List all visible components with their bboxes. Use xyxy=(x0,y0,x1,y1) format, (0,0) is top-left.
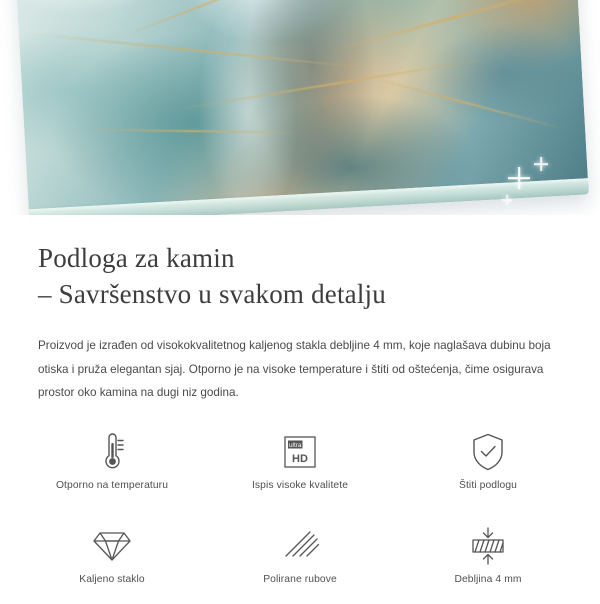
marble-glass-panel-photo xyxy=(11,0,589,215)
page-title xyxy=(38,241,562,312)
hero-image xyxy=(0,0,600,215)
feature-label: Štiti podlogu xyxy=(459,480,517,492)
thickness-arrows-icon xyxy=(469,524,507,568)
feature-item-polished-edges xyxy=(206,524,394,604)
feature-label: Polirane rubove xyxy=(263,574,337,586)
feature-label: Debljina 4 mm xyxy=(454,574,522,586)
feature-item-print-quality xyxy=(206,430,394,510)
feature-item-temperature xyxy=(18,430,206,510)
feature-item-protection xyxy=(394,430,582,510)
feature-grid xyxy=(0,430,600,604)
headline-line-1: Podloga za kamin xyxy=(38,243,235,273)
feature-label: Kaljeno staklo xyxy=(79,574,145,586)
polished-edges-icon xyxy=(280,524,320,568)
svg-text:HD: HD xyxy=(292,453,308,466)
content-block xyxy=(0,215,600,404)
thermometer-icon xyxy=(95,430,129,474)
feature-label: Ispis visoke kvalitete xyxy=(251,480,349,492)
feature-label: Otporno na temperaturu xyxy=(55,480,169,492)
feature-item-tempered-glass xyxy=(18,524,206,604)
svg-text:ultra: ultra xyxy=(288,442,302,450)
diamond-icon xyxy=(92,524,132,568)
product-description: Proizvod je izrađen od visokokvalitetnog kaljenog stakla debljine 4 mm, koje naglašava dubinu boja otiska i pruža elegantan sjaj. Otporno je na visoke temperature i štiti od oštećenja, čime osigurava prostor oko kamina na dugi niz godina. xyxy=(38,339,551,400)
headline-line-2: – Savršenstvo u svakom detalju xyxy=(38,278,386,309)
feature-item-thickness xyxy=(394,524,582,604)
shield-check-icon xyxy=(469,430,507,474)
ultra-hd-icon xyxy=(281,430,319,474)
